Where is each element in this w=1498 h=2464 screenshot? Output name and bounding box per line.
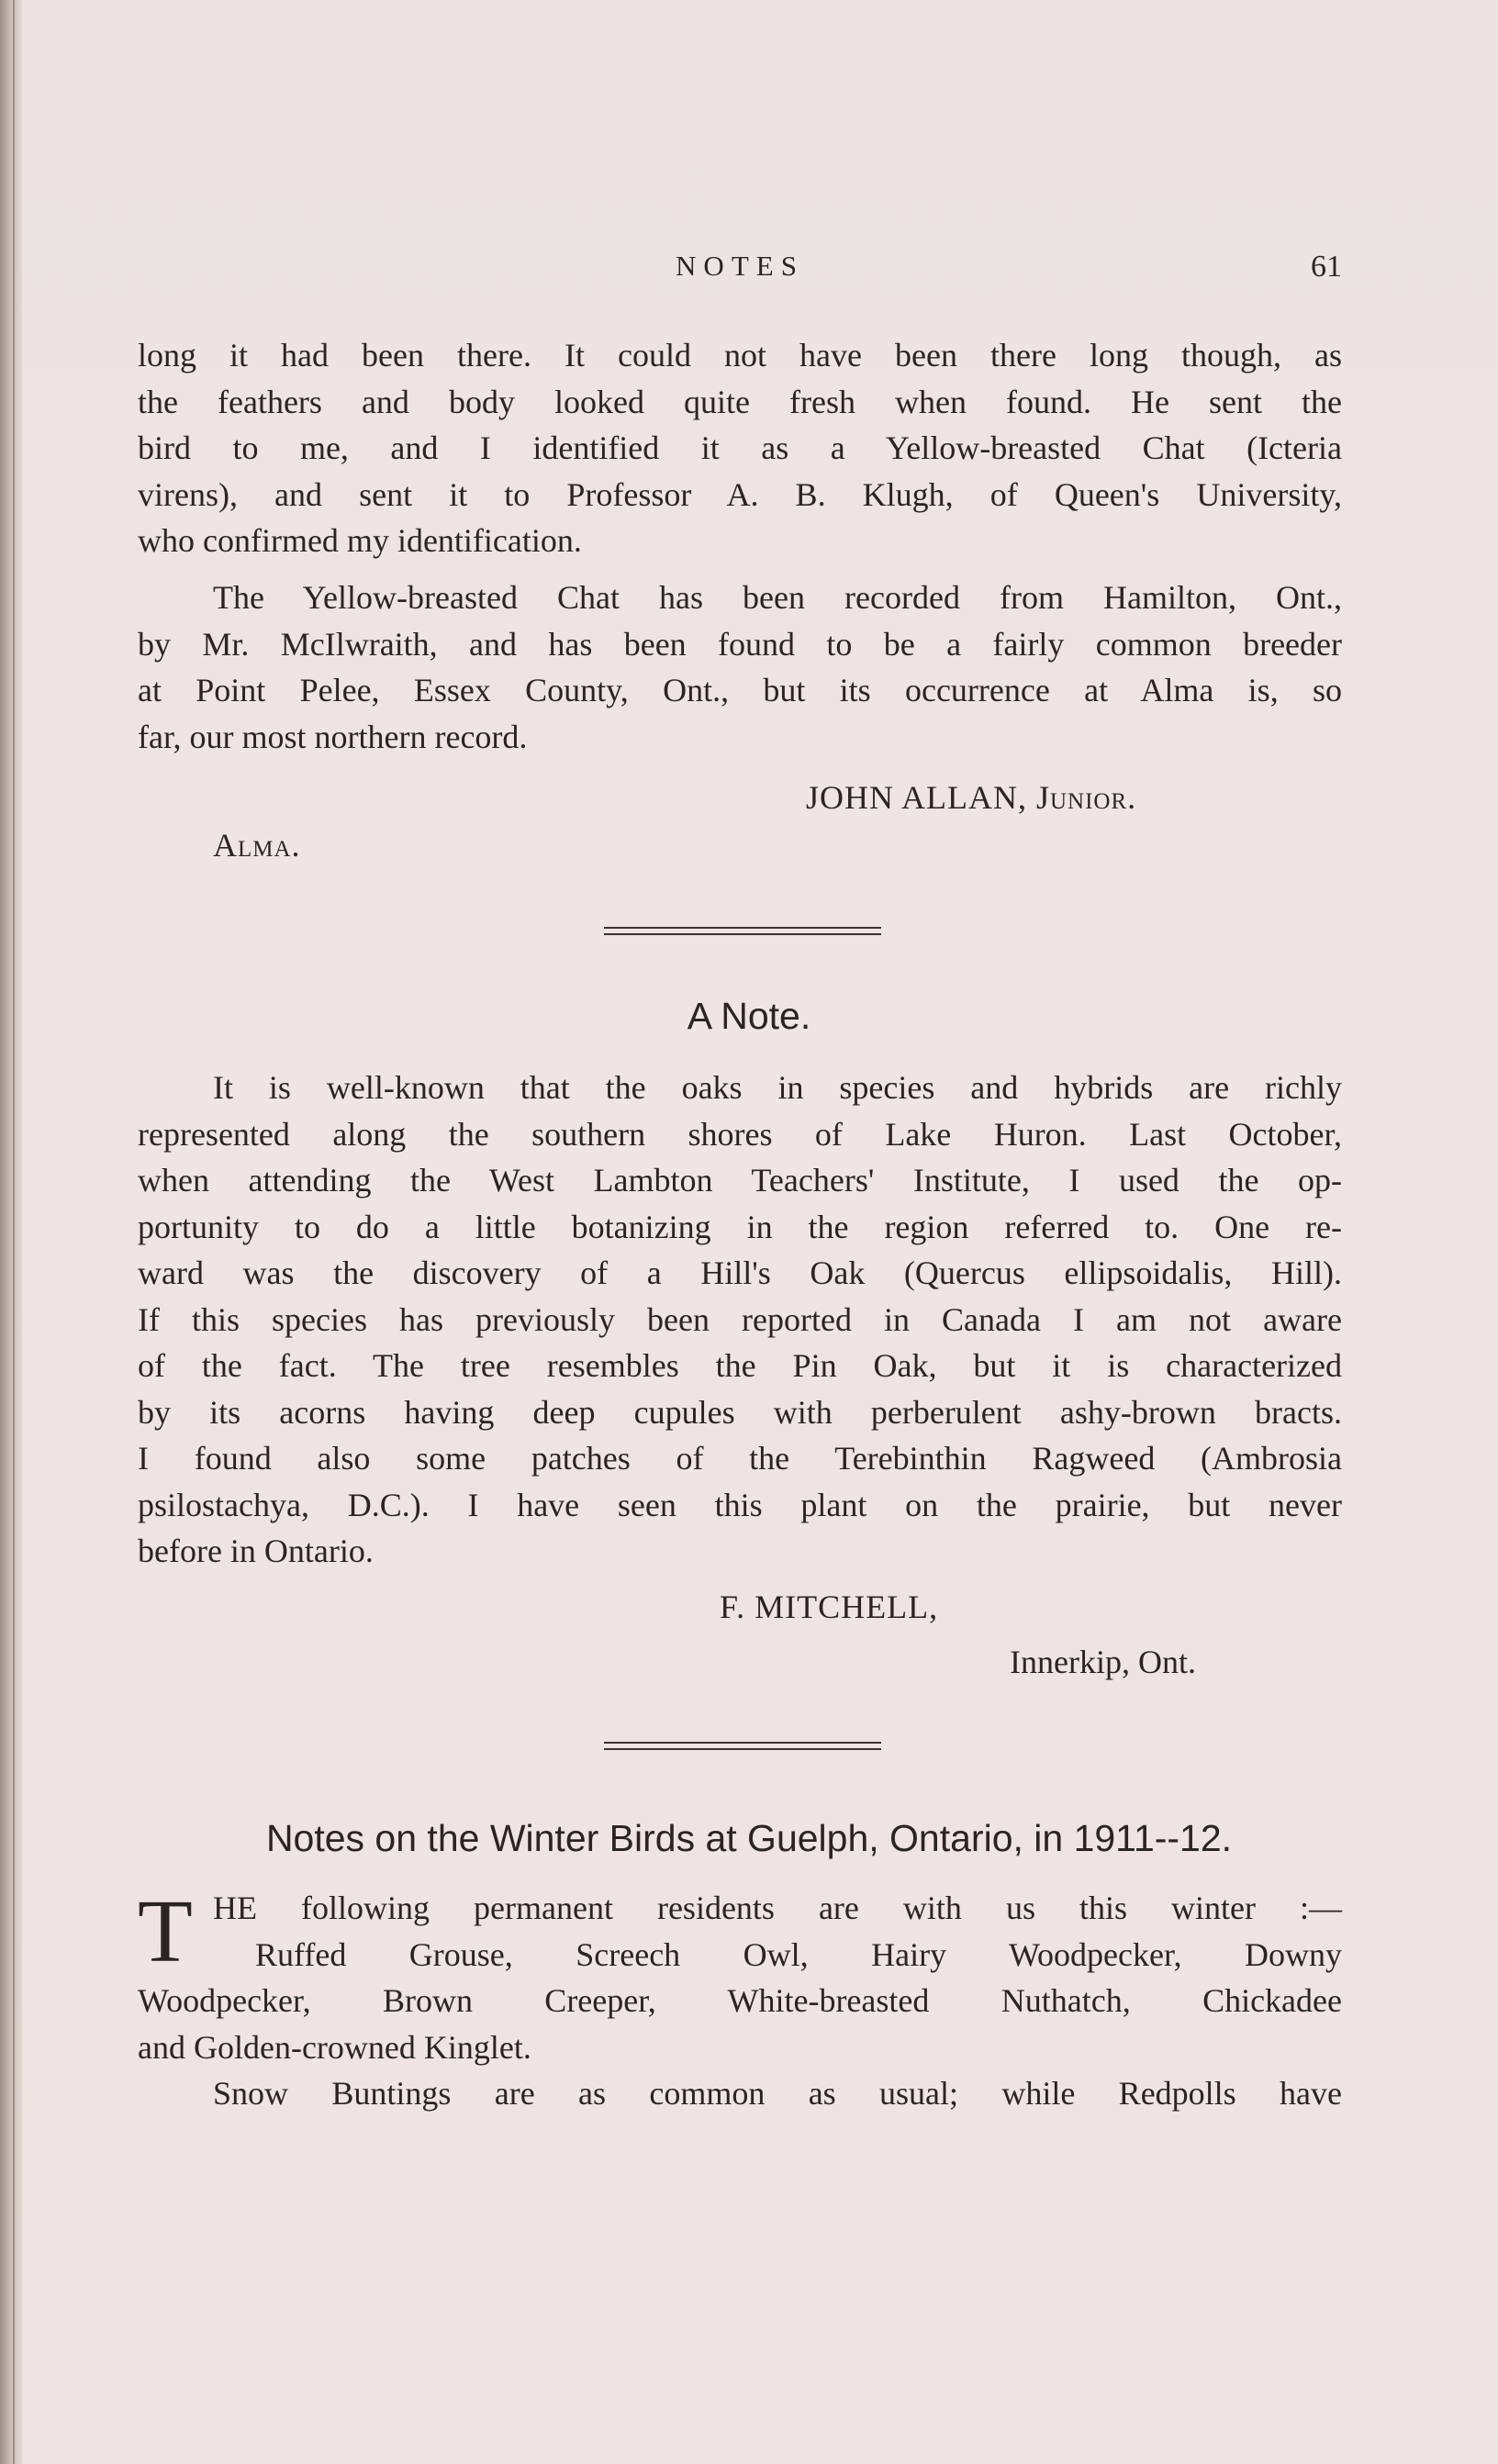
article1-signature: JOHN ALLAN, Junior. [806,779,1137,816]
text-line: HE following permanent residents are with us this winter :— [213,1890,1342,1926]
text-line: represented along the southern shores of Lake Huron. Last October, [138,1115,1342,1153]
article2-place: Innerkip, Ont. [1010,1644,1196,1680]
text-line: Snow Buntings are as common as usual; while Redpolls have [213,2075,1342,2112]
text-line: far, our most northern record. [138,718,528,755]
article2-paragraph [138,1065,1342,1575]
text-line: long it had been there. It could not have been there long though, as [138,337,1342,374]
text-line: Woodpecker, Brown Creeper, White-breasted Nuthatch, Chickadee [138,1982,1342,2019]
text-line: by Mr. McIlwraith, and has been found to be a fairly common breeder [138,625,1342,663]
running-title: NOTES [676,250,804,282]
article3-heading: Notes on the Winter Birds at Guelph, Ontario, in 1911--12. [265,1817,1233,1859]
article1-paragraph1 [138,332,1342,564]
text-line: ward was the discovery of a Hill's Oak (Quercus ellipsoidalis, Hill). [138,1254,1342,1291]
text-line: the feathers and body looked quite fresh when found. He sent the [138,383,1342,420]
text-line: of the fact. The tree resembles the Pin Oak, but it is characterized [138,1347,1342,1384]
text-line: Ruffed Grouse, Screech Owl, Hairy Woodpecker, Downy [255,1935,1342,1973]
text-line: at Point Pelee, Essex County, Ont., but its occurrence at Alma is, so [138,672,1342,708]
section-divider-rule [604,927,881,935]
running-head [138,250,1342,295]
article1-paragraph2 [138,574,1342,760]
article2-signature: F. MITCHELL, [720,1589,939,1625]
text-line: bird to me, and I identified it as a Yellow-breasted Chat (Icteria [138,429,1342,466]
drop-cap: T [138,1882,193,1981]
text-line: and Golden-crowned Kinglet. [138,2028,531,2066]
text-line: psilostachya, D.C.). I have seen this plant on the prairie, but never [138,1486,1342,1523]
text-line: I found also some patches of the Terebinthin Ragweed (Ambrosia [138,1440,1342,1477]
section-divider-rule [604,1742,881,1750]
article1-place: Alma. [213,827,301,864]
text-line: If this species has previously been reported in Canada I am not aware [138,1300,1342,1338]
text-line: The Yellow-breasted Chat has been recorded from Hamilton, Ont., [213,579,1342,616]
text-line: by its acorns having deep cupules with perberulent ashy-brown bracts. [138,1393,1342,1431]
text-line: portunity to do a little botanizing in the region referred to. One re- [138,1208,1342,1245]
text-line: who confirmed my identification. [138,522,582,559]
article2-heading: A Note. [687,995,811,1037]
page-number: 61 [1311,250,1342,284]
page-binding-edge [0,0,22,2464]
text-line: when attending the West Lambton Teachers' Institute, I used the op- [138,1162,1342,1199]
text-line: virens), and sent it to Professor A. B. Klugh, of Queen's University, [138,475,1342,513]
binding-line [13,0,15,2464]
text-line: It is well-known that the oaks in species and hybrids are richly [213,1069,1342,1106]
text-line: before in Ontario. [138,1533,374,1569]
article3-paragraph [138,1882,1342,2117]
